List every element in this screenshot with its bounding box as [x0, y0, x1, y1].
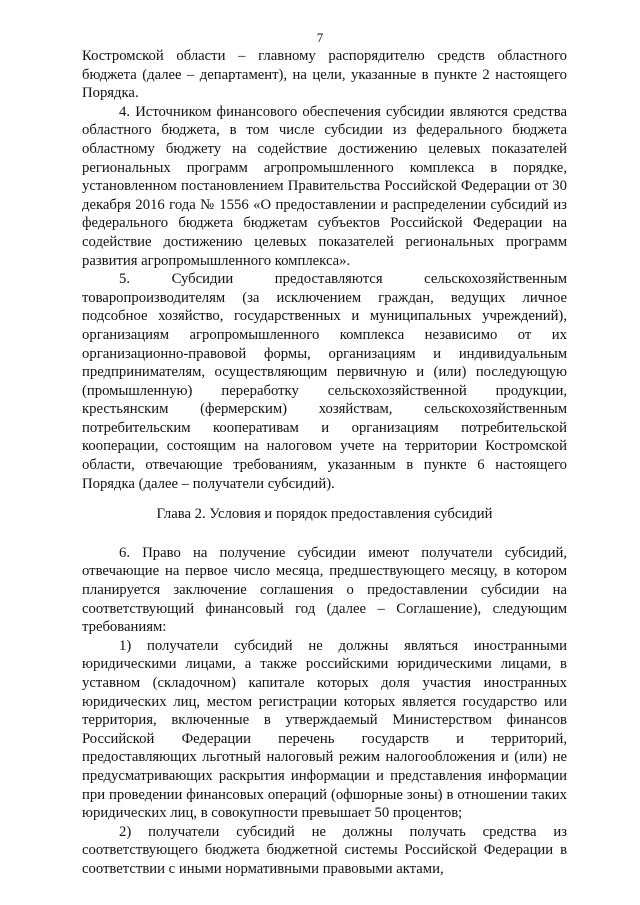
paragraph-subitem-2: 2) получатели субсидий не должны получать средства из соответствующего бюджета бюджетной системы Российской Федерации в соответствии с иными нормативными правовыми актами, [82, 823, 567, 877]
page-number: 7 [316, 30, 324, 45]
paragraph-continuation: Костромской области – главному распорядителю средств областного бюджета (далее – департамент), на цели, указанные в пункте 2 настоящего Порядка. [82, 48, 567, 102]
paragraph-item-4: 4. Источником финансового обеспечения субсидии являются средства областного бюджета, в том числе субсидии из федерального бюджета областному бюджету на содействие достижению целевых показателей региональных программ агропромышленного комплекса в порядке, установленном постановлением Правительства Российской Федерации от 30 декабря 2016 года № 1556 «О предоставлении и распределении субсидий из федерального бюджета бюджетам субъектов Российской Федерации на содействие достижению целевых показателей региональных программ развития агропромышленного комплекса». [82, 103, 567, 269]
paragraph-item-5: 5. Субсидии предоставляются сельскохозяйственным товаропроизводителям (за исключением граждан, ведущих личное подсобное хозяйство, государственных и муниципальных учреждений), организациям агропромышленного комплекса независимо от их организационно-правовой формы, организациям и индивидуальным предпринимателям, осуществляющим первичную и (или) последующую (промышленную) переработку сельскохозяйственной продукции, крестьянским (фермерским) хозяйствам, сельскохозяйственным потребительским кооперативам и организациям потребительской кооперации, состоящим на налоговом учете на территории Костромской области, отвечающие требованиям, указанным в пункте 6 настоящего Порядка (далее – получатели субсидий). [82, 271, 567, 492]
paragraph-subitem-1: 1) получатели субсидий не должны являться иностранными юридическими лицами, а также российскими юридическими лицами, в уставном (складочном) капитале которых доля участия иностранных юридических лиц, местом регистрации которых является государство или территория, включенные в утверждаемый Министерством финансов Российской Федерации перечень государств и территорий, предоставляющих льготный налоговый режим налогообложения и (или) не предусматривающих раскрытия информации и представления информации при проведении финансовых операций (офшорные зоны) в отношении таких юридических лиц, в совокупности превышает 50 процентов; [82, 637, 567, 822]
paragraph-item-6: 6. Право на получение субсидии имеют получатели субсидий, отвечающие на первое число месяца, предшествующего месяцу, в котором планируется заключение соглашения о предоставлении субсидии на соответствующий финансовый год (далее – Соглашение), следующим требованиям: [82, 544, 567, 636]
chapter-heading: Глава 2. Условия и порядок предоставления субсидий [156, 506, 493, 523]
document-body [82, 47, 567, 879]
